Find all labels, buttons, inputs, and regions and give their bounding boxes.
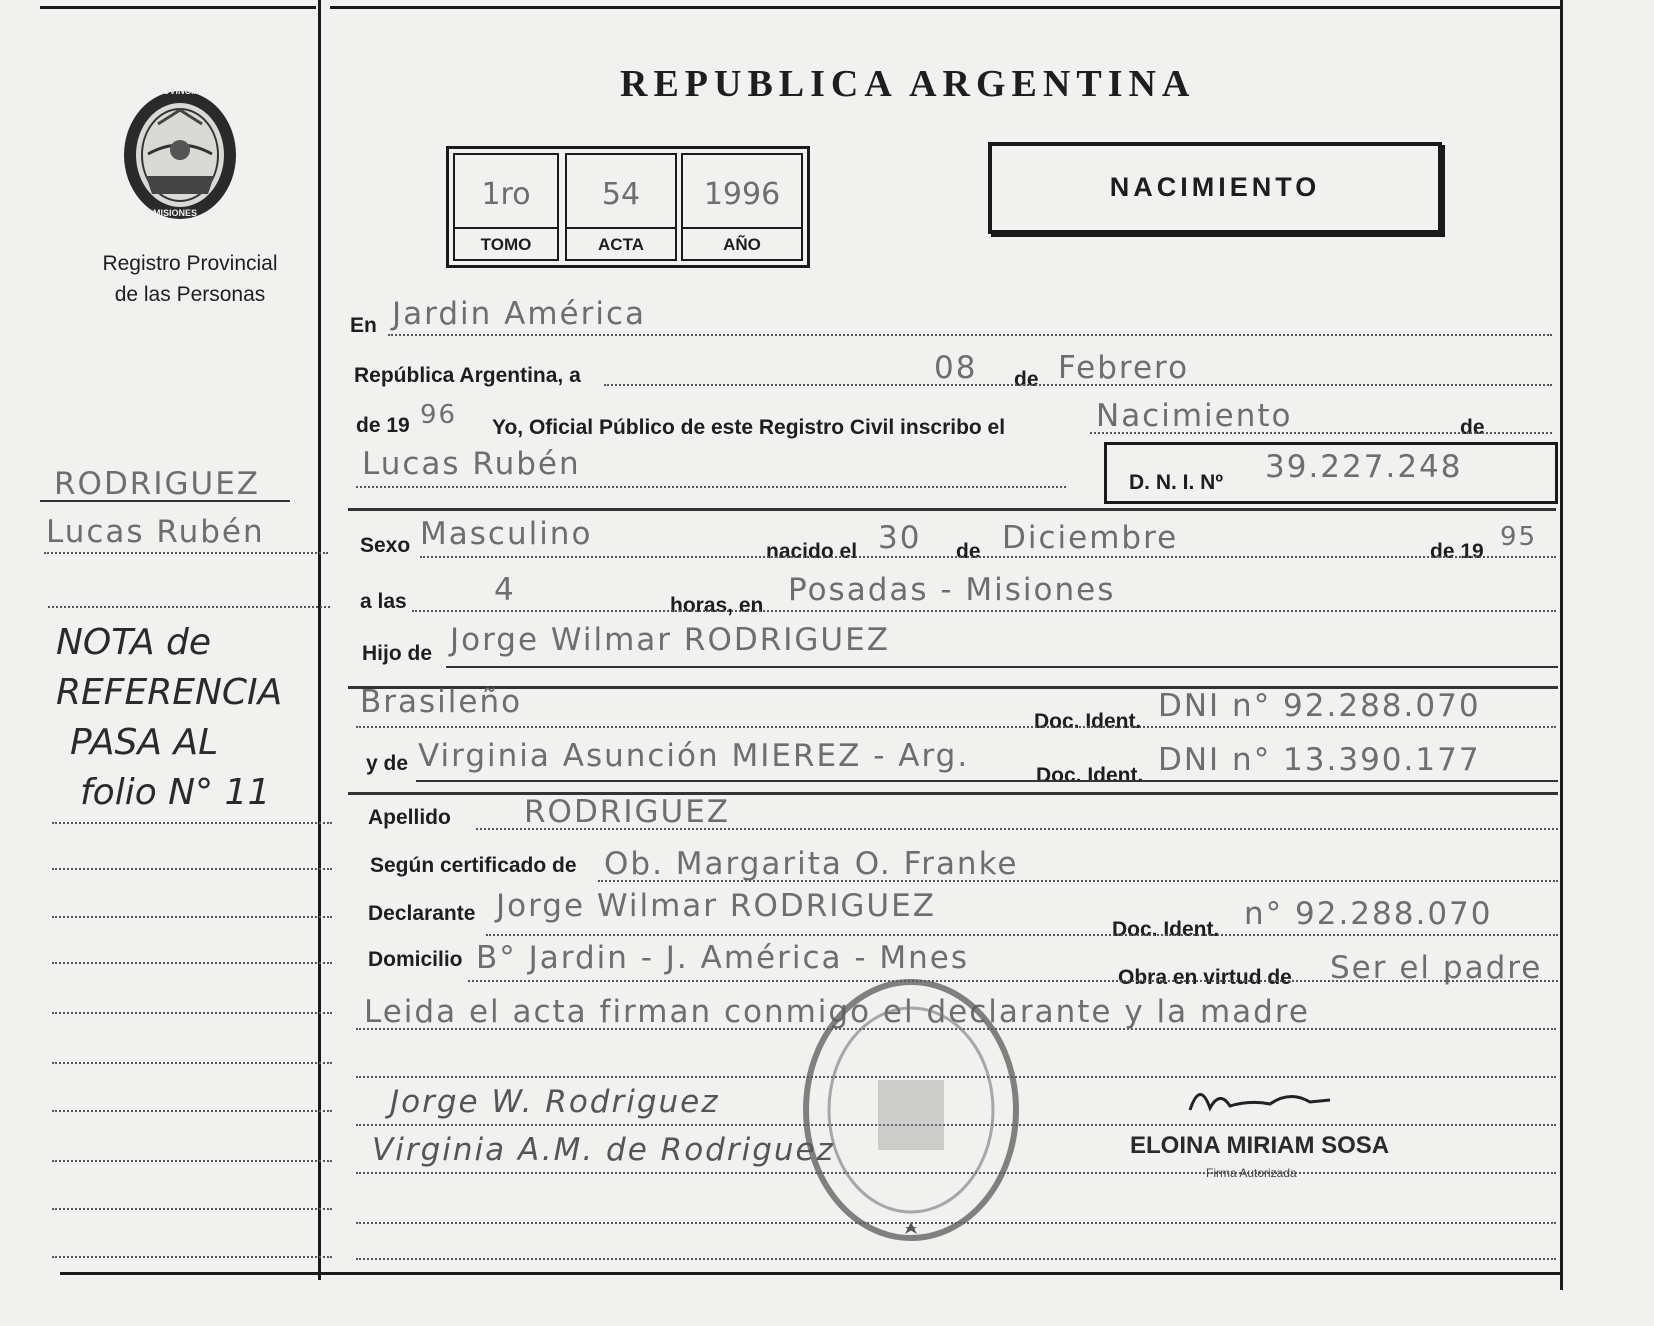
doc-ident-label-1: Doc. Ident.	[1034, 710, 1142, 733]
doc-ident-label-3: Doc. Ident.	[1112, 918, 1220, 941]
reading-line: Leida el acta firman conmigo el declarante y la madre	[364, 994, 1310, 1030]
ano-value: 1996	[703, 177, 781, 212]
child-name: Lucas Rubén	[362, 446, 581, 482]
apellido-label: Apellido	[368, 806, 451, 829]
apellido-line	[476, 828, 1558, 830]
declarante-doc: n° 92.288.070	[1244, 896, 1493, 932]
birth-year-suffix: 95	[1500, 522, 1538, 552]
dni-label: D. N. I. Nº	[1129, 471, 1224, 494]
father-name: Jorge Wilmar RODRIGUEZ	[450, 622, 890, 658]
dni-value: 39.227.248	[1265, 449, 1463, 485]
acta-label: ACTA	[598, 235, 644, 254]
segun-label: Según certificado de	[370, 854, 577, 877]
margin-line-4	[52, 822, 332, 824]
month-value: Febrero	[1058, 350, 1190, 386]
margin-line-5	[52, 868, 332, 870]
official-signature-icon	[1180, 1070, 1340, 1126]
hour-place-line	[412, 610, 1556, 612]
margin-line-3	[48, 606, 330, 608]
de-label-2: de	[1460, 416, 1485, 439]
ano-cell	[681, 153, 803, 261]
inscription-type: Nacimiento	[1096, 398, 1293, 434]
margin-line-2	[44, 552, 328, 554]
margin-given-names: Lucas Rubén	[46, 514, 265, 550]
margin-surname: RODRIGUEZ	[54, 466, 261, 502]
year-prefix: de 19	[356, 414, 410, 437]
margin-line-10	[52, 1110, 332, 1112]
birth-year-prefix: de 19	[1430, 540, 1484, 563]
registry-line-2: de las Personas	[114, 283, 266, 306]
tomo-value: 1ro	[481, 177, 531, 212]
de-label-3: de	[956, 540, 981, 563]
birth-month: Diciembre	[1002, 520, 1179, 556]
officer-text: Yo, Oficial Público de este Registro Civil inscribo el	[492, 416, 1006, 439]
father-line	[446, 666, 1558, 668]
inscription-line	[1090, 432, 1552, 434]
mother-line	[416, 780, 1558, 782]
ano-label: AÑO	[723, 235, 761, 254]
dni-box	[1104, 442, 1558, 504]
doc-type-box	[988, 142, 1442, 234]
child-name-line	[356, 486, 1066, 488]
registry-line-1: Registro Provincial	[102, 252, 278, 275]
father-doc: DNI n° 92.288.070	[1158, 688, 1481, 724]
doc-ident-label-2: Doc. Ident.	[1036, 764, 1144, 787]
left-column-divider	[318, 0, 321, 1280]
sexo-value: Masculino	[420, 516, 593, 552]
mother-doc: DNI n° 13.390.177	[1158, 742, 1481, 778]
obra-value: Ser el padre	[1330, 950, 1543, 986]
horas-label: horas, en	[670, 594, 764, 617]
certificado-line	[598, 880, 1558, 882]
margin-line-7	[52, 962, 332, 964]
seal-text-bottom: MISIONES	[153, 208, 198, 218]
day-value: 08	[934, 350, 978, 386]
margin-line-1	[40, 500, 290, 502]
main-top-rule	[330, 6, 1560, 9]
tomo-cell	[453, 153, 559, 261]
record-box	[446, 146, 810, 268]
margin-line-11	[52, 1160, 332, 1162]
apellido-value: RODRIGUEZ	[524, 794, 731, 830]
acta-value: 54	[601, 177, 641, 212]
margin-note-line-1: NOTA de	[56, 622, 212, 663]
domicilio-value: B° Jardin - J. América - Mnes	[476, 940, 970, 976]
margin-line-13	[52, 1256, 332, 1258]
declarante-line	[486, 934, 1558, 936]
declarante-label: Declarante	[368, 902, 476, 925]
declarante-value: Jorge Wilmar RODRIGUEZ	[496, 888, 936, 924]
signature-father: Jorge W. Rodriguez	[390, 1084, 720, 1120]
nacido-label: nacido el	[766, 540, 858, 563]
alas-label: a las	[360, 590, 407, 613]
mother-name: Virginia Asunción MIEREZ - Arg.	[418, 738, 970, 774]
father-nationality: Brasileño	[360, 684, 523, 720]
year-suffix: 96	[420, 400, 458, 430]
margin-note	[56, 618, 282, 818]
birth-line	[420, 556, 1556, 558]
bottom-rule	[60, 1272, 1560, 1275]
yde-label: y de	[366, 752, 409, 775]
seal-text-top: PROVINCIA	[150, 86, 201, 96]
signature-mother: Virginia A.M. de Rodriguez	[372, 1132, 835, 1168]
en-label: En	[350, 314, 377, 337]
registry-name	[60, 248, 320, 310]
left-column-top-rule	[40, 6, 316, 9]
margin-note-line-4: folio N° 11	[80, 772, 271, 813]
obra-label: Obra en virtud de	[1118, 966, 1292, 989]
official-name: ELOINA MIRIAM SOSA	[1130, 1132, 1390, 1159]
blank-rule-5	[356, 1258, 1556, 1260]
margin-note-line-2: REFERENCIA	[56, 672, 283, 713]
page-title: REPUBLICA ARGENTINA	[620, 63, 1196, 105]
margin-line-8	[52, 1012, 332, 1014]
official-caption: Firma Autorizada	[1206, 1166, 1297, 1180]
date-line	[604, 384, 1552, 386]
birth-hour: 4	[494, 572, 516, 608]
certificado-value: Ob. Margarita O. Franke	[604, 846, 1019, 882]
sexo-label: Sexo	[360, 534, 411, 557]
doc-type-label: NACIMIENTO	[1109, 172, 1321, 202]
tomo-label: TOMO	[480, 235, 532, 254]
hijo-label: Hijo de	[362, 642, 433, 665]
rep-label: República Argentina, a	[354, 364, 581, 387]
margin-line-12	[52, 1208, 332, 1210]
acta-cell	[565, 153, 677, 261]
margin-note-line-3: PASA AL	[70, 722, 219, 763]
place-line	[388, 334, 1552, 336]
registry-stamp-icon	[796, 972, 1026, 1248]
section-rule-1	[348, 508, 1556, 511]
right-border	[1560, 0, 1563, 1290]
place-value: Jardin América	[392, 296, 647, 332]
margin-line-9	[52, 1062, 332, 1064]
father-doc-line	[356, 726, 1556, 728]
province-seal-icon	[118, 84, 242, 226]
birth-place: Posadas - Misiones	[788, 572, 1116, 608]
domicilio-label: Domicilio	[368, 948, 463, 971]
margin-line-6	[52, 916, 332, 918]
de-label: de	[1014, 368, 1039, 391]
birth-day: 30	[878, 520, 922, 556]
